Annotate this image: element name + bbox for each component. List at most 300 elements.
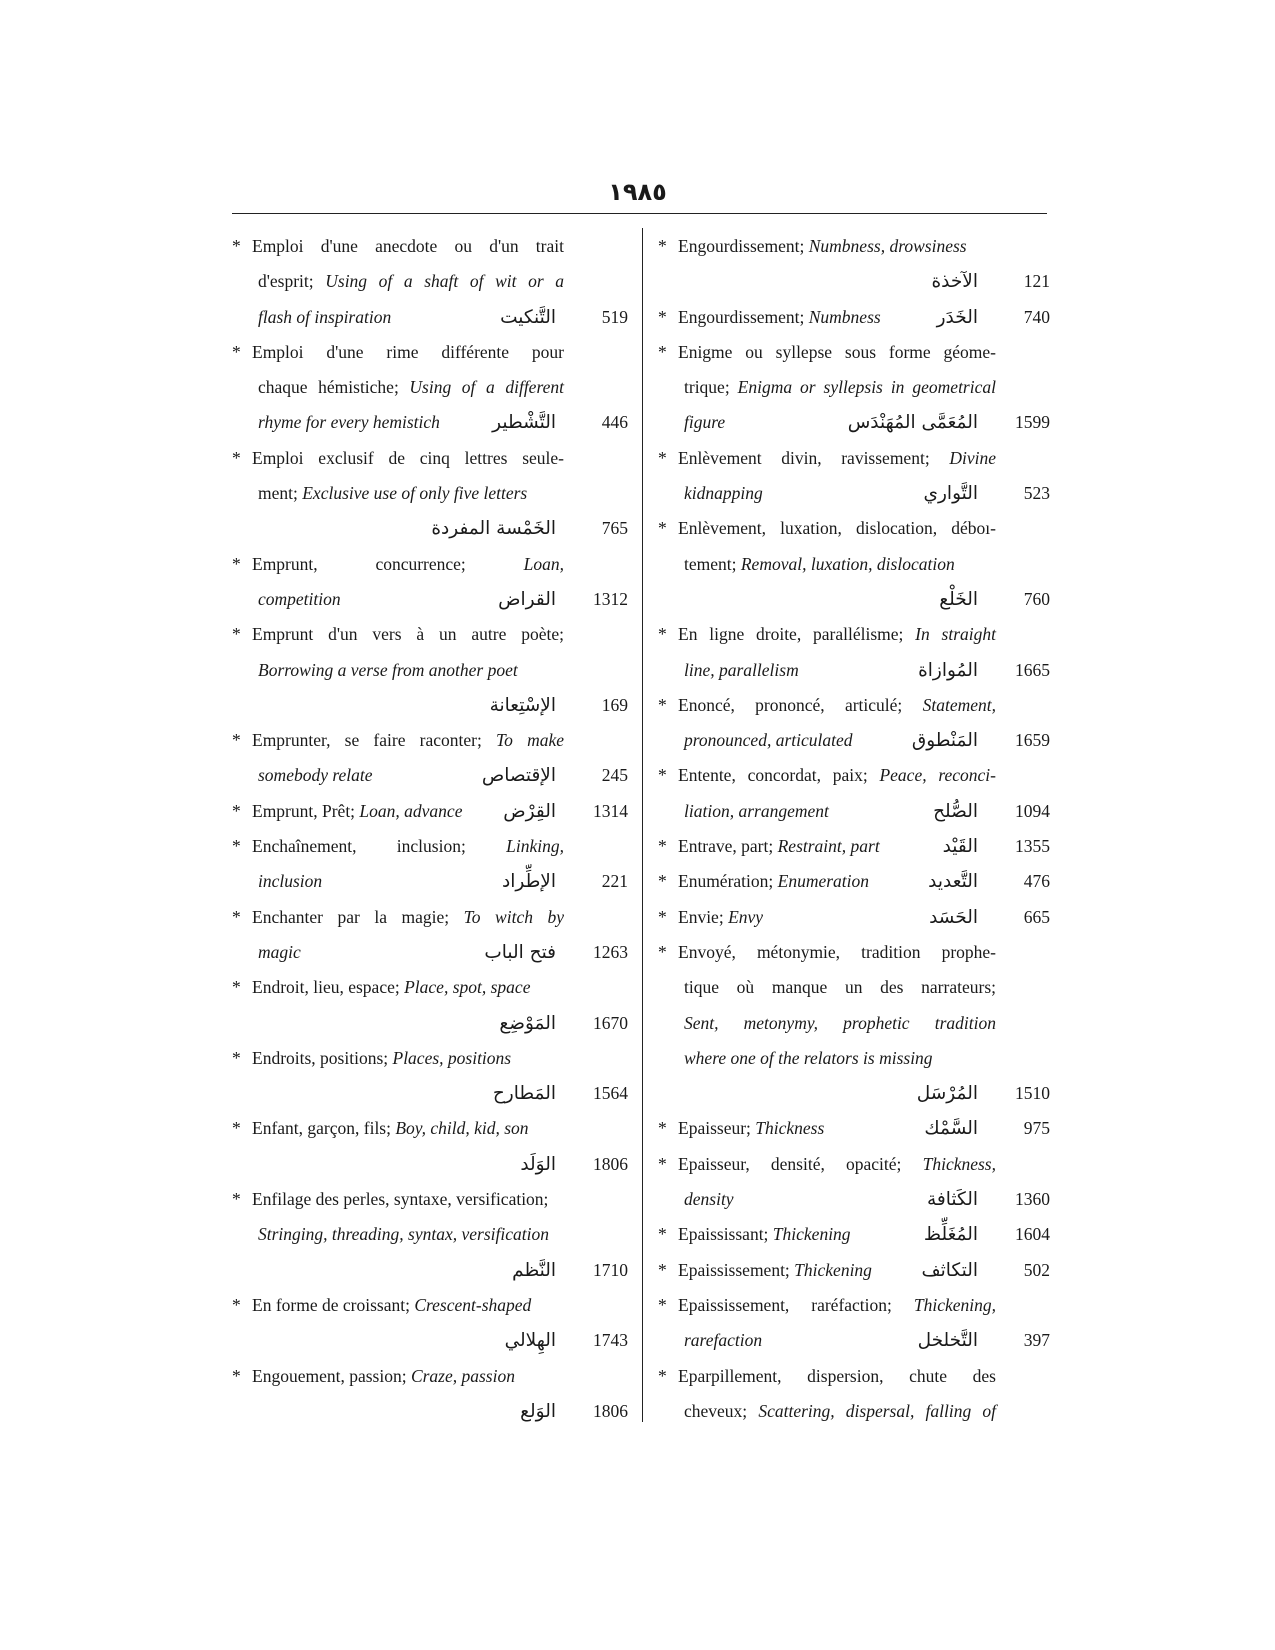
entry-text (684, 1394, 996, 1429)
entry-text (678, 1111, 888, 1146)
reference-number: 1710 (593, 1259, 628, 1280)
english-text: line, parallelism (684, 659, 799, 680)
entry-text (678, 758, 996, 793)
entry-bullet: * (232, 1118, 241, 1139)
entry-text (684, 970, 996, 1005)
arabic-term: المُوازاة (918, 659, 978, 681)
entry-text (258, 653, 564, 688)
english-text: figure (684, 412, 726, 433)
english-text: Thickening (772, 1224, 851, 1245)
arabic-term: الصُّلح (933, 800, 978, 822)
arabic-term: الآخذة (931, 271, 978, 293)
entry-bullet: * (232, 977, 241, 998)
french-text: Eparpillement, dispersion, chute des (678, 1365, 996, 1386)
entry-text (678, 617, 996, 652)
english-text: Enigma or syllepsis in geometrical (737, 377, 996, 398)
entry-bullet: * (658, 1259, 667, 1280)
entry-line (658, 1323, 1050, 1358)
arabic-term: التَّنكيت (500, 306, 556, 328)
english-text: liation, arrangement (684, 800, 829, 821)
english-text: To make (496, 730, 564, 751)
left-column (232, 229, 628, 1429)
entry-text (678, 864, 888, 899)
entry-line (232, 970, 628, 1005)
english-text: Loan, (523, 553, 564, 574)
french-text: Engourdissement; (678, 236, 809, 256)
entry-bullet: * (232, 1189, 241, 1210)
french-text: Emprunt, Prêt; (252, 800, 360, 821)
entry-text (252, 1041, 564, 1076)
entry-line (232, 1359, 628, 1394)
entry-line (658, 1147, 1050, 1182)
entry-line (658, 723, 1050, 758)
arabic-term: فتح الباب (484, 941, 556, 963)
reference-number: 665 (1023, 906, 1050, 927)
english-text: Thickness (755, 1118, 825, 1139)
entry-bullet: * (232, 800, 241, 821)
entry-line (658, 1041, 1050, 1076)
english-text: Statement, (922, 694, 996, 715)
french-text: Envoyé, métonymie, tradition prophe- (678, 941, 996, 962)
arabic-term: القِرْض (503, 800, 556, 822)
entry-bullet: * (658, 306, 667, 327)
entry-line (232, 441, 628, 476)
entry-text (252, 794, 463, 829)
entry-text (252, 617, 564, 652)
entry-line (232, 1006, 628, 1041)
english-text: Using of a shaft of wit or a (325, 271, 564, 292)
entry-bullet: * (658, 236, 667, 256)
french-text: Enlèvement divin, ravissement; (678, 447, 950, 468)
entry-line (658, 547, 1050, 582)
entry-text (252, 829, 564, 864)
entry-text (684, 1182, 894, 1217)
entry-bullet: * (658, 906, 667, 927)
entry-text (684, 1041, 996, 1076)
entry-bullet: * (232, 906, 241, 927)
french-text: Epaisseur; (678, 1118, 756, 1139)
entry-text (258, 264, 564, 299)
reference-number: 476 (1023, 871, 1050, 892)
entry-text (684, 1323, 894, 1358)
entry-line (658, 1217, 1050, 1252)
entry-bullet: * (232, 1047, 241, 1068)
entry-text (258, 582, 458, 617)
entry-bullet: * (232, 1294, 241, 1315)
entry-line (658, 1006, 1050, 1041)
reference-number: 1510 (1015, 1083, 1050, 1104)
french-text: Epaississement; (678, 1259, 795, 1280)
entry-bullet: * (658, 836, 667, 857)
french-text: Enchanter par la magie; (252, 906, 464, 927)
entry-bullet: * (658, 1294, 667, 1315)
english-text: Thickening, (913, 1294, 996, 1315)
entry-line (232, 688, 628, 723)
entry-line (658, 794, 1050, 829)
french-text: Enigme ou syllepse sous forme géome- (678, 341, 996, 362)
english-text: Crescent-shaped (414, 1294, 532, 1315)
french-text: Emploi d'une anecdote ou d'un trait (252, 236, 564, 256)
reference-number: 740 (1023, 306, 1050, 327)
english-text: rarefaction (684, 1330, 763, 1351)
entry-text (258, 864, 458, 899)
french-text: Emploi d'une rime différente pour (252, 341, 564, 362)
entry-text (252, 1288, 564, 1323)
entry-line (658, 900, 1050, 935)
french-text: Envie; (678, 906, 729, 927)
english-text: Restraint, part (777, 836, 880, 857)
column-divider (642, 228, 643, 1422)
french-text: Engourdissement; (678, 306, 809, 327)
entry-text (258, 758, 458, 793)
entry-line (232, 758, 628, 793)
arabic-term: التَّعديد (928, 871, 978, 893)
entry-line (658, 864, 1050, 899)
french-text: Engouement, passion; (252, 1365, 411, 1386)
entry-line (658, 1182, 1050, 1217)
english-text: pronounced, articulated (684, 730, 853, 751)
entry-text (252, 441, 564, 476)
french-text: Enfant, garçon, fils; (252, 1118, 396, 1139)
entry-line (232, 1288, 628, 1323)
reference-number: 1806 (593, 1153, 628, 1174)
entry-bullet: * (232, 236, 241, 256)
arabic-term: الخَلْع (939, 588, 978, 610)
entry-text (258, 370, 564, 405)
arabic-term: الوَلع (520, 1400, 556, 1422)
reference-number: 765 (601, 518, 628, 539)
header-rule (232, 213, 1047, 214)
entry-line (658, 300, 1050, 335)
entry-text (684, 653, 894, 688)
entry-bullet: * (658, 1224, 667, 1245)
english-text: Envy (728, 906, 764, 927)
entry-line (658, 758, 1050, 793)
entry-line (232, 1147, 628, 1182)
english-text: Stringing, threading, syntax, versification (258, 1224, 549, 1245)
french-text: Epaississant; (678, 1224, 773, 1245)
arabic-term: المُرْسَل (916, 1083, 978, 1105)
entry-text (678, 441, 996, 476)
french-text: d'esprit; (258, 271, 326, 292)
french-text: Endroit, lieu, espace; (252, 977, 405, 998)
english-text: somebody relate (258, 765, 373, 786)
entry-bullet: * (658, 341, 667, 362)
entry-line (658, 1076, 1050, 1111)
arabic-term: المَطارح (492, 1083, 556, 1105)
entry-text (678, 1288, 996, 1323)
french-text: trique; (684, 377, 738, 398)
arabic-term: الحَسَد (929, 906, 978, 928)
entry-text (252, 335, 564, 370)
arabic-term: الإقتصاص (481, 765, 556, 787)
english-text: Scattering, dispersal, falling of (758, 1400, 996, 1421)
entry-line (658, 405, 1050, 440)
french-text: Entente, concordat, paix; (678, 765, 880, 786)
english-text: magic (258, 941, 301, 962)
entry-bullet: * (658, 624, 667, 645)
reference-number: 169 (601, 694, 628, 715)
english-text: Places, positions (392, 1047, 512, 1068)
arabic-term: الإسْتِعانة (489, 694, 556, 716)
entry-line (658, 935, 1050, 970)
entry-bullet: * (232, 447, 241, 468)
reference-number: 1659 (1015, 730, 1050, 751)
entry-text (678, 511, 996, 546)
english-text: kidnapping (684, 483, 763, 504)
arabic-term: الكَثافة (927, 1189, 978, 1211)
french-text: Enoncé, prononcé, articulé; (678, 694, 923, 715)
english-text: To witch by (463, 906, 565, 927)
arabic-term: المَنْطوق (911, 730, 978, 752)
entry-text (252, 970, 564, 1005)
entry-text (252, 723, 564, 758)
french-text: Emprunter, se faire raconter; (252, 730, 497, 751)
english-text: Numbness, drowsiness (808, 236, 967, 256)
entry-line (232, 370, 628, 405)
entry-text (258, 476, 564, 511)
entry-text (684, 1006, 996, 1041)
entry-bullet: * (232, 1365, 241, 1386)
entry-line (232, 1182, 628, 1217)
entry-line (232, 1076, 628, 1111)
entry-line (658, 1111, 1050, 1146)
entry-text (252, 1182, 564, 1217)
reference-number: 502 (1023, 1259, 1050, 1280)
english-text: flash of inspiration (258, 306, 392, 327)
reference-number: 397 (1023, 1330, 1050, 1351)
entry-text (252, 1111, 564, 1146)
entry-text (684, 547, 996, 582)
entry-text (252, 229, 564, 264)
entry-bullet: * (232, 341, 241, 362)
entry-line (658, 1253, 1050, 1288)
french-text: Entrave, part; (678, 836, 778, 857)
entry-text (678, 229, 996, 264)
entry-line (232, 723, 628, 758)
arabic-term: السَّمْك (924, 1118, 978, 1140)
entry-text (252, 547, 564, 582)
entry-line (658, 617, 1050, 652)
entry-text (258, 405, 458, 440)
entry-line (658, 653, 1050, 688)
reference-number: 446 (601, 412, 628, 433)
entry-text (678, 1359, 996, 1394)
entry-bullet: * (658, 694, 667, 715)
entry-text (678, 335, 996, 370)
entry-text (684, 476, 894, 511)
reference-number: 1312 (593, 588, 628, 609)
entry-line (232, 900, 628, 935)
entry-line (658, 1394, 1050, 1429)
english-text: Exclusive use of only five letters (302, 483, 528, 504)
entry-bullet: * (658, 1153, 667, 1174)
entry-line (232, 1323, 628, 1358)
entry-bullet: * (232, 624, 241, 645)
entry-line (232, 1253, 628, 1288)
arabic-term: الإطِّراد (501, 871, 556, 893)
entry-line (658, 511, 1050, 546)
arabic-term: الهِلالي (504, 1330, 556, 1352)
french-text: cheveux; (684, 1400, 759, 1421)
english-text: Numbness (808, 306, 881, 327)
english-text: Linking, (506, 836, 564, 857)
french-text: Enchaînement, inclusion; (252, 836, 507, 857)
english-text: Craze, passion (410, 1365, 515, 1386)
reference-number: 1263 (593, 941, 628, 962)
english-text: Loan, advance (359, 800, 463, 821)
entry-line (232, 794, 628, 829)
arabic-term: التَّواري (923, 483, 978, 505)
english-text: where one of the relators is missing (684, 1047, 933, 1068)
arabic-term: التكاثف (921, 1259, 978, 1281)
english-text: Borrowing a verse from another poet (258, 659, 518, 680)
reference-number: 245 (601, 765, 628, 786)
entry-line (232, 617, 628, 652)
page-number: ١٩٨٥ (608, 178, 667, 206)
entry-line (232, 335, 628, 370)
entry-text (678, 935, 996, 970)
french-text: ment; (258, 483, 303, 504)
english-text: Sent, metonymy, prophetic tradition (684, 1012, 996, 1033)
reference-number: 1360 (1015, 1189, 1050, 1210)
entry-line (658, 370, 1050, 405)
entry-line (658, 829, 1050, 864)
entry-line (658, 970, 1050, 1005)
entry-text (258, 300, 458, 335)
reference-number: 519 (601, 306, 628, 327)
entry-bullet: * (658, 447, 667, 468)
entry-text (258, 935, 458, 970)
reference-number: 523 (1023, 483, 1050, 504)
reference-number: 1665 (1015, 659, 1050, 680)
arabic-term: القراض (498, 588, 556, 610)
entry-bullet: * (232, 836, 241, 857)
reference-number: 1599 (1015, 412, 1050, 433)
french-text: Epaisseur, densité, opacité; (678, 1153, 923, 1174)
entry-line (658, 441, 1050, 476)
entry-text (678, 1217, 888, 1252)
entry-line (658, 582, 1050, 617)
entry-line (232, 264, 628, 299)
entry-bullet: * (232, 553, 241, 574)
entry-bullet: * (658, 518, 667, 539)
french-text: En forme de croissant; (252, 1294, 415, 1315)
entry-bullet: * (658, 871, 667, 892)
entry-text (684, 794, 894, 829)
entry-bullet: * (658, 941, 667, 962)
entry-line (232, 476, 628, 511)
reference-number: 221 (601, 871, 628, 892)
entry-text (252, 1359, 564, 1394)
english-text: density (684, 1189, 734, 1210)
arabic-term: النَّظم (512, 1259, 556, 1281)
french-text: En ligne droite, parallélisme; (678, 624, 916, 645)
french-text: Enfilage des perles, syntaxe, versification; (252, 1189, 549, 1210)
entry-line (232, 547, 628, 582)
reference-number: 1314 (593, 800, 628, 821)
french-text: Emprunt, concurrence; (252, 553, 524, 574)
french-text: chaque hémistiche; (258, 377, 410, 398)
entry-bullet: * (658, 1365, 667, 1386)
french-text: tement; (684, 553, 741, 574)
english-text: Removal, luxation, dislocation (740, 553, 955, 574)
reference-number: 1806 (593, 1400, 628, 1421)
entry-text (258, 1217, 564, 1252)
entry-line (232, 1041, 628, 1076)
french-text: tique où manque un des narrateurs; (684, 977, 996, 998)
entry-line (232, 300, 628, 335)
arabic-term: المَوْضِع (499, 1012, 556, 1034)
reference-number: 1604 (1015, 1224, 1050, 1245)
arabic-term: المُغَلِّظ (923, 1224, 978, 1246)
entry-text (684, 723, 894, 758)
reference-number: 121 (1023, 271, 1050, 292)
english-text: Enumeration (777, 871, 870, 892)
entry-line (232, 1394, 628, 1429)
reference-number: 1355 (1015, 836, 1050, 857)
entry-text (678, 829, 888, 864)
entry-line (658, 335, 1050, 370)
english-text: rhyme for every hemistich (258, 412, 440, 433)
arabic-term: القَيْد (942, 836, 978, 858)
entry-line (658, 1288, 1050, 1323)
arabic-term: المُعَمَّى المُهَنْدَس (847, 412, 978, 434)
entry-bullet: * (232, 730, 241, 751)
entry-text (252, 900, 564, 935)
english-text: Boy, child, kid, son (395, 1118, 529, 1139)
english-text: Peace, reconci- (879, 765, 996, 786)
reference-number: 1564 (593, 1083, 628, 1104)
reference-number: 760 (1023, 588, 1050, 609)
reference-number: 975 (1023, 1118, 1050, 1139)
english-text: Place, spot, space (404, 977, 531, 998)
entry-line (232, 405, 628, 440)
arabic-term: الوَلَد (520, 1153, 556, 1175)
english-text: In straight (915, 624, 996, 645)
arabic-term: التَّخلخل (917, 1330, 978, 1352)
english-text: Thickness, (922, 1153, 996, 1174)
french-text: Enumération; (678, 871, 778, 892)
english-text: Divine (949, 447, 996, 468)
arabic-term: التَّشْطير (492, 412, 556, 434)
entry-line (232, 653, 628, 688)
entry-line (658, 264, 1050, 299)
entry-text (678, 688, 996, 723)
reference-number: 1094 (1015, 800, 1050, 821)
entry-text (678, 1253, 888, 1288)
entry-text (678, 300, 888, 335)
reference-number: 1743 (593, 1330, 628, 1351)
entry-text (678, 1147, 996, 1182)
entry-line (232, 582, 628, 617)
french-text: Emprunt d'un vers à un autre poète; (252, 624, 564, 645)
entry-line (658, 229, 1050, 264)
english-text: Thickening (794, 1259, 872, 1280)
french-text: Enlèvement, luxation, dislocation, déboı- (678, 518, 996, 539)
entry-text (684, 370, 996, 405)
english-text: inclusion (258, 871, 323, 892)
english-text: competition (258, 588, 341, 609)
entry-bullet: * (658, 765, 667, 786)
entry-line (232, 1111, 628, 1146)
entry-line (232, 1217, 628, 1252)
entry-line (658, 688, 1050, 723)
arabic-term: الخَمْسة المفردة (431, 518, 556, 540)
arabic-term: الخَدَر (936, 306, 978, 328)
entry-line (232, 829, 628, 864)
entry-line (658, 1359, 1050, 1394)
